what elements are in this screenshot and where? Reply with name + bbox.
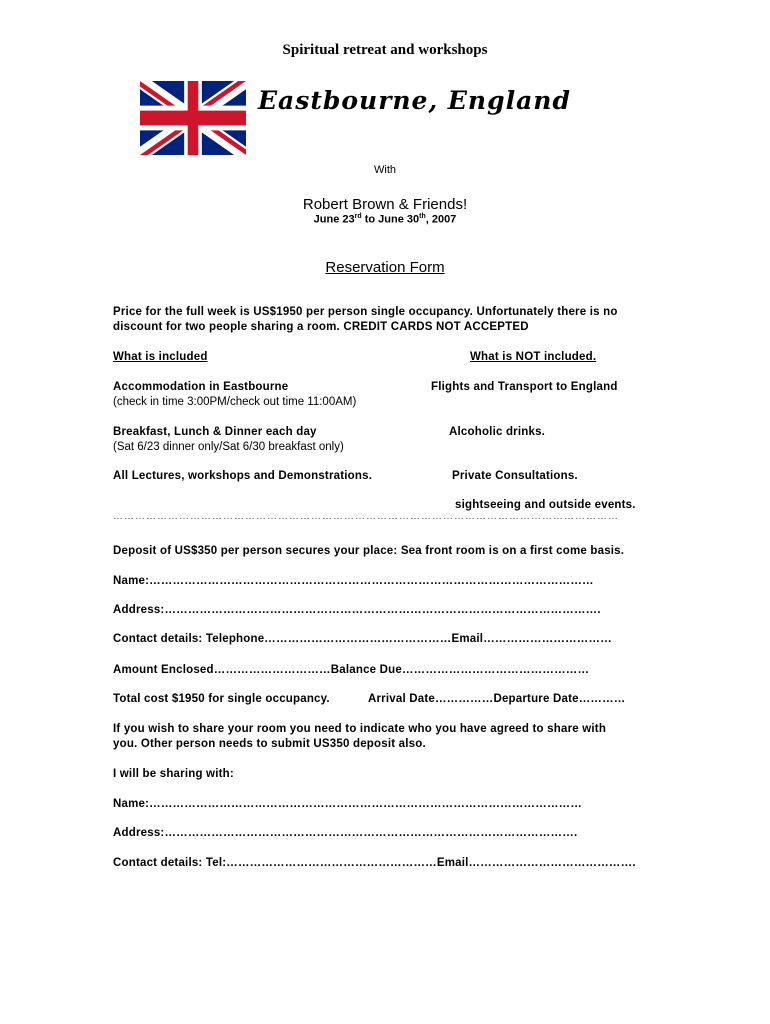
- name-field[interactable]: Name:……………………………………………………………………………………………………: [113, 575, 594, 587]
- union-jack-flag-icon: [140, 81, 246, 155]
- sharing-with-label: I will be sharing with:: [113, 768, 234, 780]
- share-note-line-2: you. Other person needs to submit US350 deposit also.: [113, 738, 426, 750]
- share-name-field[interactable]: Name:…………………………………………………………………………………………………: [113, 798, 583, 810]
- not-included-heading: What is NOT included.: [470, 351, 597, 363]
- price-line-1: Price for the full week is US$1950 per person single occupancy. Unfortunately there is no: [113, 306, 618, 318]
- not-included-item: Private Consultations.: [452, 470, 578, 482]
- price-line-2: discount for two people sharing a room. CREDIT CARDS NOT ACCEPTED: [113, 321, 529, 333]
- included-item: Accommodation in Eastbourne: [113, 381, 289, 393]
- form-title: Reservation Form: [325, 259, 445, 276]
- location-title: Eastbourne, England: [258, 86, 571, 115]
- share-note-line-1: If you wish to share your room you need to indicate who you have agreed to share with: [113, 723, 607, 735]
- separator-line: …………………………………………………………………………………………………………………………: [113, 511, 619, 522]
- included-item: All Lectures, workshops and Demonstrations.: [113, 470, 373, 482]
- amount-field[interactable]: Amount Enclosed…………………………Balance Due…………………………………………: [113, 664, 590, 676]
- not-included-item: Flights and Transport to England: [431, 381, 618, 393]
- included-item-note: (Sat 6/23 dinner only/Sat 6/30 breakfast only): [113, 441, 344, 453]
- not-included-item: Alcoholic drinks.: [449, 426, 546, 438]
- deposit-text: Deposit of US$350 per person secures your place: Sea front room is on a first come basis.: [113, 545, 625, 557]
- address-field[interactable]: Address:………………………………………………………………………………………………….: [113, 604, 601, 616]
- included-item: Breakfast, Lunch & Dinner each day: [113, 426, 317, 438]
- share-address-field[interactable]: Address:…………………………………………………………………………………………….: [113, 827, 578, 839]
- share-contact-field[interactable]: Contact details: Tel:………………………………………………Email…………………………………….: [113, 857, 636, 869]
- document-title: Spiritual retreat and workshops: [282, 42, 488, 58]
- included-heading: What is included: [113, 351, 208, 363]
- arrival-departure-field[interactable]: Arrival Date……………Departure Date…………: [368, 693, 626, 705]
- host-name: Robert Brown & Friends!: [302, 196, 468, 213]
- not-included-item: sightseeing and outside events.: [455, 499, 636, 511]
- with-label: With: [374, 164, 396, 176]
- total-cost-text: Total cost $1950 for single occupancy.: [113, 693, 330, 705]
- included-item-note: (check in time 3:00PM/check out time 11:00AM): [113, 396, 357, 408]
- event-dates: June 23rd to June 30th, 2007: [313, 213, 457, 226]
- contact-field[interactable]: Contact details: Telephone…………………………………………Email……………………………: [113, 633, 612, 645]
